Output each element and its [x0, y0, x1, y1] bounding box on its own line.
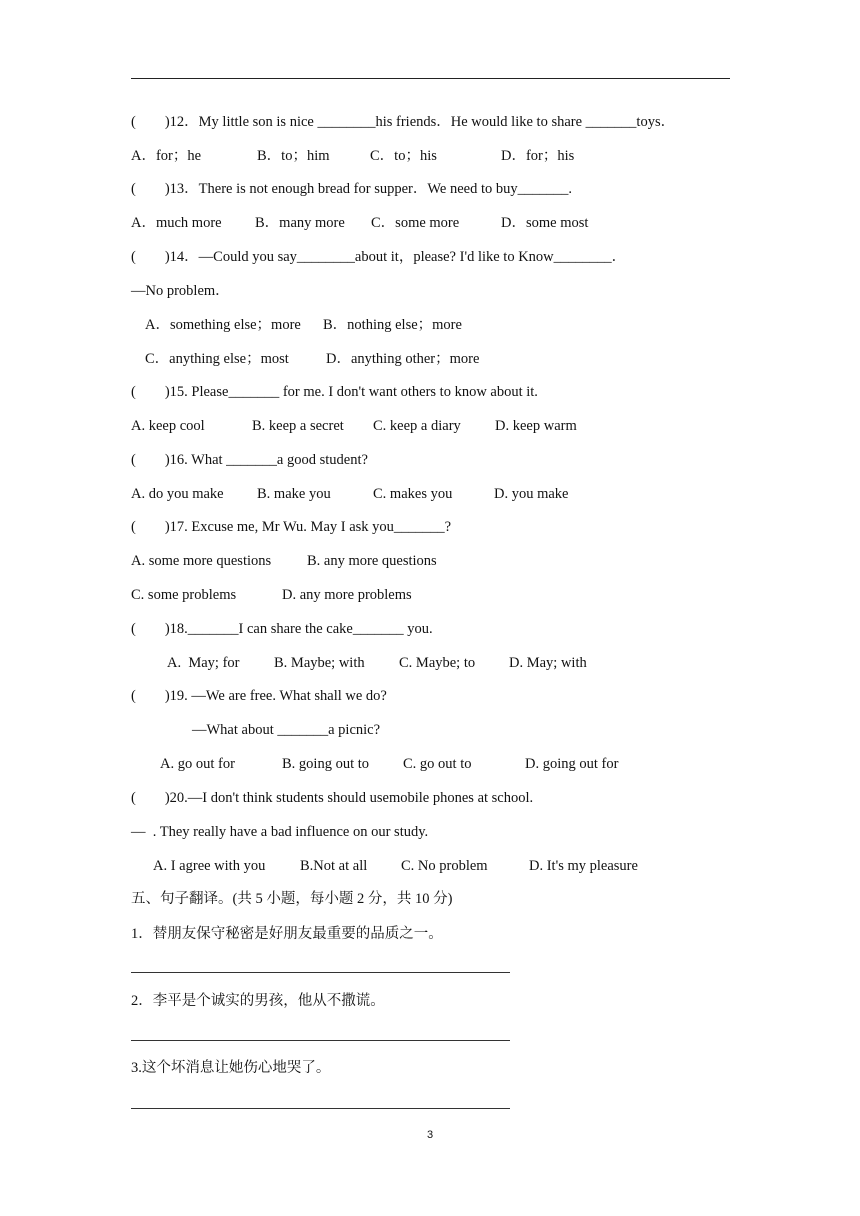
q19-option-c: C. go out to	[403, 756, 472, 772]
q14-reply: —No problem．	[131, 283, 230, 299]
q16-stem: ( )16. What _______a good student?	[131, 452, 368, 468]
q13-option-b: B．many more	[255, 215, 345, 231]
q18-option-d: D. May; with	[509, 655, 587, 671]
q15-option-c: C. keep a diary	[373, 418, 461, 434]
q12-option-d: D．for；his	[501, 148, 575, 164]
q12-option-b: B．to；him	[257, 148, 330, 164]
q15-option-b: B. keep a secret	[252, 418, 344, 434]
q19-option-b: B. going out to	[282, 756, 370, 772]
q14-stem: ( )14．—Could you say________about it，please? I'd like to Know________．	[131, 249, 627, 265]
q14-option-d: D．anything other；more	[326, 351, 480, 367]
q19-reply: —What about _______a picnic?	[192, 722, 381, 738]
q16-option-c: C. makes you	[373, 486, 453, 502]
q13-stem: ( )13．There is not enough bread for supper．We need to buy_______.	[131, 181, 572, 197]
q17-option-b: B. any more questions	[307, 553, 437, 569]
q15-option-d: D. keep warm	[495, 418, 577, 434]
q17-option-a: A. some more questions	[131, 553, 272, 569]
page-number: 3	[426, 1129, 434, 1141]
translation-item-1: 1．替朋友保守秘密是好朋友最重要的品质之一。	[131, 926, 443, 942]
q12-option-c: C．to；his	[370, 148, 437, 164]
q12-stem: ( )12．My little son is nice ________his friends．He would like to share _______toys．	[131, 114, 676, 130]
q13-option-a: A．much more	[131, 215, 222, 231]
q20-reply: — . They really have a bad influence on our study.	[131, 824, 429, 840]
q18-option-b: B. Maybe; with	[274, 655, 365, 671]
q17-stem: ( )17. Excuse me, Mr Wu. May I ask you_______?	[131, 519, 452, 535]
q13-option-d: D．some most	[501, 215, 589, 231]
q18-option-a: A. May; for	[167, 655, 240, 671]
answer-line-3	[131, 1108, 510, 1109]
answer-line-1	[131, 972, 510, 973]
translation-item-3: 3.这个坏消息让她伤心地哭了。	[131, 1060, 331, 1076]
q16-option-d: D. you make	[494, 486, 569, 502]
q20-stem: ( )20.—I don't think students should usemobile phones at school.	[131, 790, 534, 806]
q14-option-a: A．something else；more	[145, 317, 301, 333]
q18-option-c: C. Maybe; to	[399, 655, 476, 671]
q15-option-a: A. keep cool	[131, 418, 205, 434]
q16-option-a: A. do you make	[131, 486, 224, 502]
q14-option-b: B．nothing else；more	[323, 317, 462, 333]
q16-option-b: B. make you	[257, 486, 331, 502]
q20-option-d: D. It's my pleasure	[529, 858, 638, 874]
q19-stem: ( )19. —We are free. What shall we do?	[131, 688, 387, 704]
q20-option-b: B.Not at all	[300, 858, 368, 874]
q17-option-d: D. any more problems	[282, 587, 412, 603]
q19-option-d: D. going out for	[525, 756, 619, 772]
q13-option-c: C．some more	[371, 215, 460, 231]
q17-option-c: C. some problems	[131, 587, 237, 603]
answer-line-2	[131, 1040, 510, 1041]
q19-option-a: A. go out for	[160, 756, 235, 772]
q15-stem: ( )15. Please_______ for me. I don't want others to know about it.	[131, 384, 538, 400]
q20-option-c: C. No problem	[401, 858, 488, 874]
q20-option-a: A. I agree with you	[153, 858, 266, 874]
q14-option-c: C．anything else；most	[145, 351, 289, 367]
translation-item-2: 2．李平是个诚实的男孩，他从不撒谎。	[131, 993, 385, 1009]
section5-title: 五、句子翻译。(共 5 小题，每小题 2 分，共 10 分)	[131, 891, 453, 907]
header-rule	[131, 78, 730, 79]
q18-stem: ( )18._______I can share the cake_______ you.	[131, 621, 433, 637]
q12-option-a: A．for；he	[131, 148, 202, 164]
